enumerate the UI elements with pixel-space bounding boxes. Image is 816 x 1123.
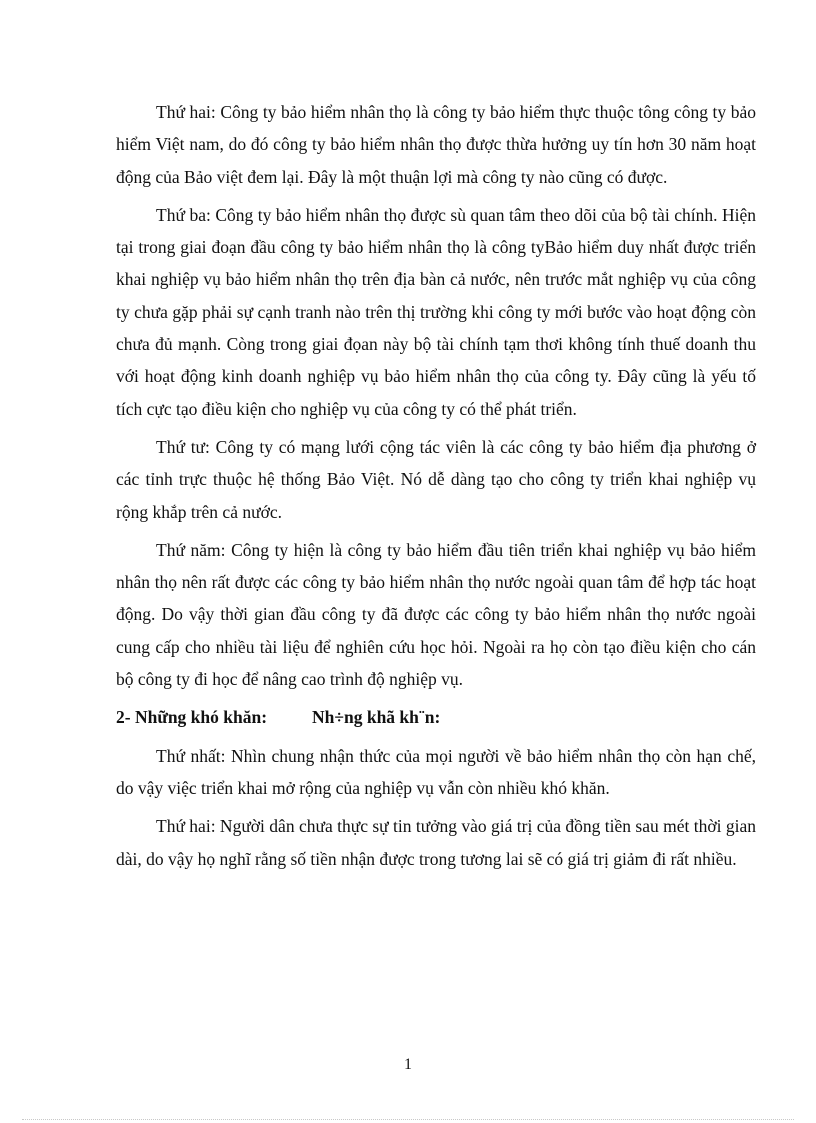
paragraph-thu-hai-advantage: Thứ hai: Công ty bảo hiểm nhân thọ là công ty bảo hiểm thực thuộc tông công ty bảo hiểm Việt nam, do đó công ty bảo hiểm nhân thọ được thừa hưởng uy tín hơn 30 năm hoạt động của Bảo việt đem lại. Đây là một thuận lợi mà công ty nào cũng có được. (116, 102, 756, 187)
page-number: 1 (404, 1056, 412, 1073)
document-body (116, 96, 756, 881)
page-bottom-border (22, 1119, 794, 1120)
section-heading-difficulties (116, 701, 756, 733)
paragraph-thu-nam: Thứ năm: Công ty hiện là công ty bảo hiểm đầu tiên triển khai nghiệp vụ bảo hiểm nhân thọ nên rất được các công ty bảo hiểm nhân thọ nước ngoài quan tâm để hợp tác hoạt động. Do vậy thời gian đầu công ty đã được các công ty bảo hiểm nhân thọ nước ngoài cung cấp cho nhiều tài liệu để nghiên cứu học hỏi. Ngoài ra họ còn tạo điều kiện cho cán bộ công ty đi học để nâng cao trình độ nghiệp vụ. (116, 539, 756, 690)
paragraph-thu-hai-difficulty: Thứ hai: Người dân chưa thực sự tin tưởng vào giá trị của đồng tiền sau mét thời gian dài, do vậy họ nghĩ rằng số tiền nhận được trong tương lai sẽ có giá trị giảm đi rất nhiều. (116, 816, 756, 869)
section-heading-title: 2- Những khó khăn: (116, 707, 268, 728)
paragraph-thu-nhat-difficulty: Thứ nhất: Nhìn chung nhận thức của mọi người về bảo hiểm nhân thọ còn hạn chế, do vậy việc triển khai mở rộng của nghiệp vụ vẫn còn nhiều khó khăn. (116, 745, 756, 798)
paragraph-thu-tu: Thứ tư: Công ty có mạng lưới cộng tác viên là các công ty bảo hiểm địa phương ở các tỉnh trực thuộc hệ thống Bảo Việt. Nó dễ dàng tạo cho công ty triển khai nghiệp vụ rộng khắp trên cả nước. (116, 436, 756, 522)
paragraph-thu-ba: Thứ ba: Công ty bảo hiểm nhân thọ được sù quan tâm theo dõi của bộ tài chính. Hiện tại trong giai đoạn đầu công ty bảo hiểm nhân thọ là công tyBảo hiểm duy nhất được triển khai nghiệp vụ bảo hiểm nhân thọ trên địa bàn cả nước, nên trước mắt nghiệp vụ của công ty chưa gặp phải sự cạnh tranh nào trên thị trường khi công ty mới bước vào hoạt động còn chưa đủ mạnh. Còng trong giai đọan này bộ tài chính tạm thơi không tính thuế doanh thu với hoạt động kinh doanh nghiệp vụ bảo hiểm nhân thọ của công ty. Đây cũng là yếu tố tích cực tạo điều kiện cho nghiệp vụ của công ty có thể phát triển. (116, 204, 756, 419)
section-heading-garbled-text: Nh÷ng khã kh¨n: (312, 707, 441, 728)
